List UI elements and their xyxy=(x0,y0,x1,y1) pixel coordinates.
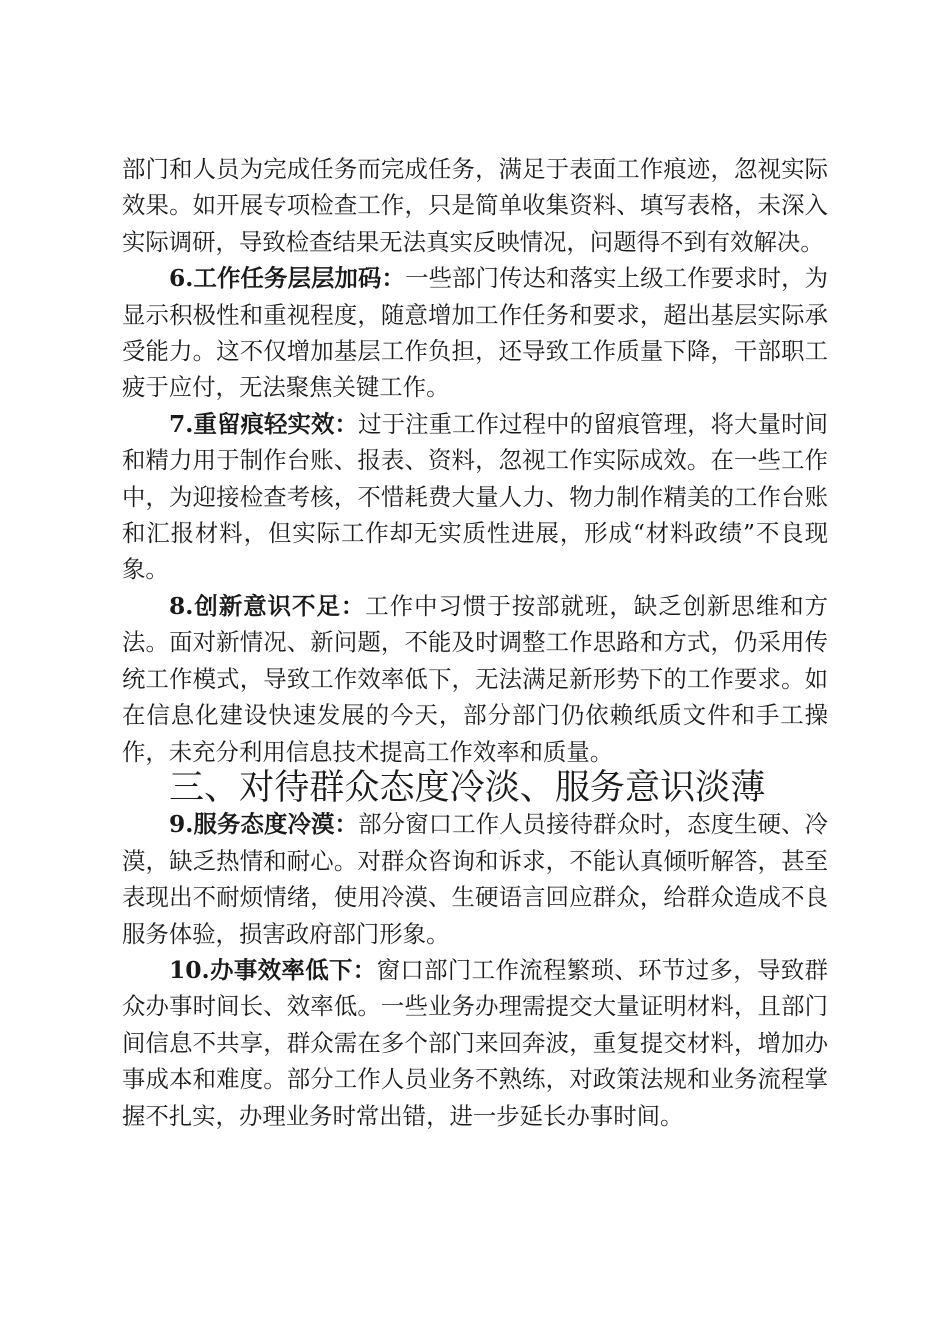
item-7-paragraph xyxy=(122,406,828,588)
item-8-paragraph xyxy=(122,588,828,770)
item-6-title: 6.工作任务层层加码： xyxy=(169,264,406,293)
item-6-paragraph xyxy=(122,260,828,406)
item-10-title: 10.办事效率低下： xyxy=(169,955,377,984)
item-9-paragraph xyxy=(122,806,828,952)
intro-text: 部门和人员为完成任务而完成任务，满足于表面工作痕迹，忽视实际效果。如开展专项检查工作，只是简单收集资料、填写表格，未深入实际调研，导致检查结果无法真实反映情况，问题得不到有效解决。 xyxy=(122,155,828,256)
item-10-paragraph xyxy=(122,952,828,1134)
intro-paragraph xyxy=(122,151,828,260)
item-7-body: 过于注重工作过程中的留痕管理，将大量时间和精力用于制作台账、报表、资料，忽视工作实际成效。在一些工作中，为迎接检查考核，不惜耗费大量人力、物力制作精美的工作台账和汇报材料，但实际工作却无实质性进展，形成“材料政绩”不良现象。 xyxy=(122,409,829,584)
item-8-body: 工作中习惯于按部就班，缺乏创新思维和方法。面对新情况、新问题，不能及时调整工作思路和方式，仍采用传统工作模式，导致工作效率低下，无法满足新形势下的工作要求。如在信息化建设快速发展的今天，部分部门仍依赖纸质文件和手工操作，未充分利用信息技术提高工作效率和质量。 xyxy=(122,591,829,766)
item-6-body: 一些部门传达和落实上级工作要求时，为显示积极性和重视程度，随意增加工作任务和要求，超出基层实际承受能力。这不仅增加基层工作负担，还导致工作质量下降，干部职工疲于应付，无法聚焦关键工作。 xyxy=(122,264,829,402)
item-9-body: 部分窗口工作人员接待群众时，态度生硬、冷漠，缺乏热情和耐心。对群众咨询和诉求，不能认真倾听解答，甚至表现出不耐烦情绪，使用冷漠、生硬语言回应群众，给群众造成不良服务体验，损害政府部门形象。 xyxy=(122,810,829,948)
item-10-body: 窗口部门工作流程繁琐、环节过多，导致群众办事时间长、效率低。一些业务办理需提交大量证明材料，且部门间信息不共享，群众需在多个部门来回奔波，重复提交材料，增加办事成本和难度。部分工作人员业务不熟练，对政策法规和业务流程掌握不扎实，办理业务时常出错，进一步延长办事时间。 xyxy=(122,955,829,1130)
item-9-title: 9.服务态度冷漠： xyxy=(169,810,359,839)
section-3-heading: 三、对待群众态度冷淡、服务意识淡薄 xyxy=(169,766,766,808)
item-7-title: 7.重留痕轻实效： xyxy=(169,409,359,438)
document-page xyxy=(122,151,828,1134)
item-8-title: 8.创新意识不足： xyxy=(169,591,366,620)
